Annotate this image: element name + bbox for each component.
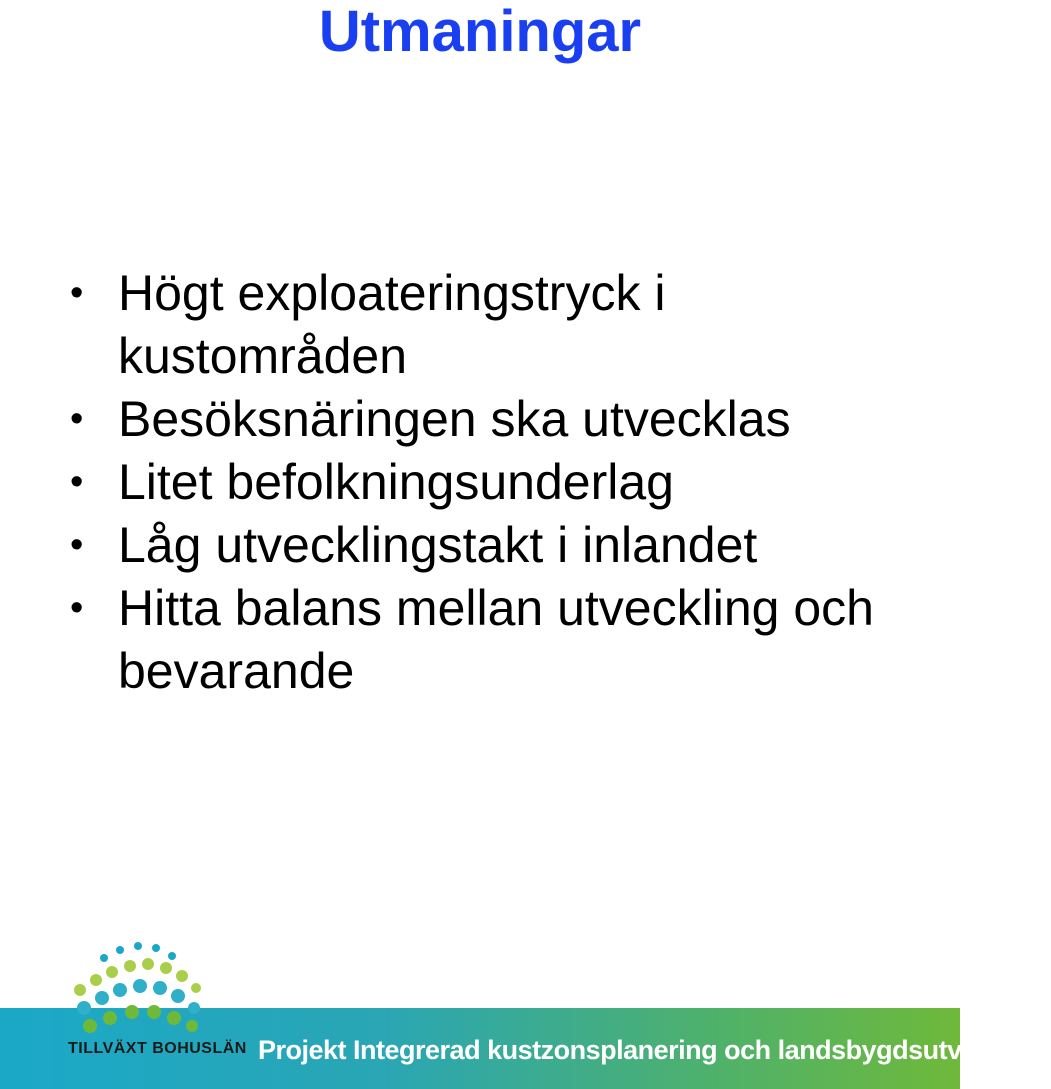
footer-project-text: Projekt Integrerad kustzonsplanering och landsbygdsutveckling <box>258 1035 1051 1065</box>
bullet-item <box>70 577 930 703</box>
bullet-dot-icon: • <box>70 272 84 314</box>
bullet-item <box>70 388 930 451</box>
bullet-item <box>70 514 930 577</box>
bullet-text: Hitta balans mellan utveckling och bevarande <box>118 580 874 699</box>
slide-title: Utmaningar <box>318 0 642 64</box>
bullet-item <box>70 451 930 514</box>
bullet-text: Högt exploateringstryck i kustområden <box>118 265 666 384</box>
bullet-dot-icon: • <box>70 398 84 440</box>
bullet-text: Låg utvecklingstakt i inlandet <box>118 517 758 573</box>
bullet-dot-icon: • <box>70 587 84 629</box>
bullet-text: Besöksnäringen ska utvecklas <box>118 391 791 447</box>
bullet-dot-icon: • <box>70 461 84 503</box>
bullet-item <box>70 262 930 388</box>
bullet-list <box>70 262 930 703</box>
logo-text: TILLVÄXT BOHUSLÄN <box>68 1040 247 1057</box>
bullet-dot-icon: • <box>70 524 84 566</box>
bullet-text: Litet befolkningsunderlag <box>118 454 674 510</box>
